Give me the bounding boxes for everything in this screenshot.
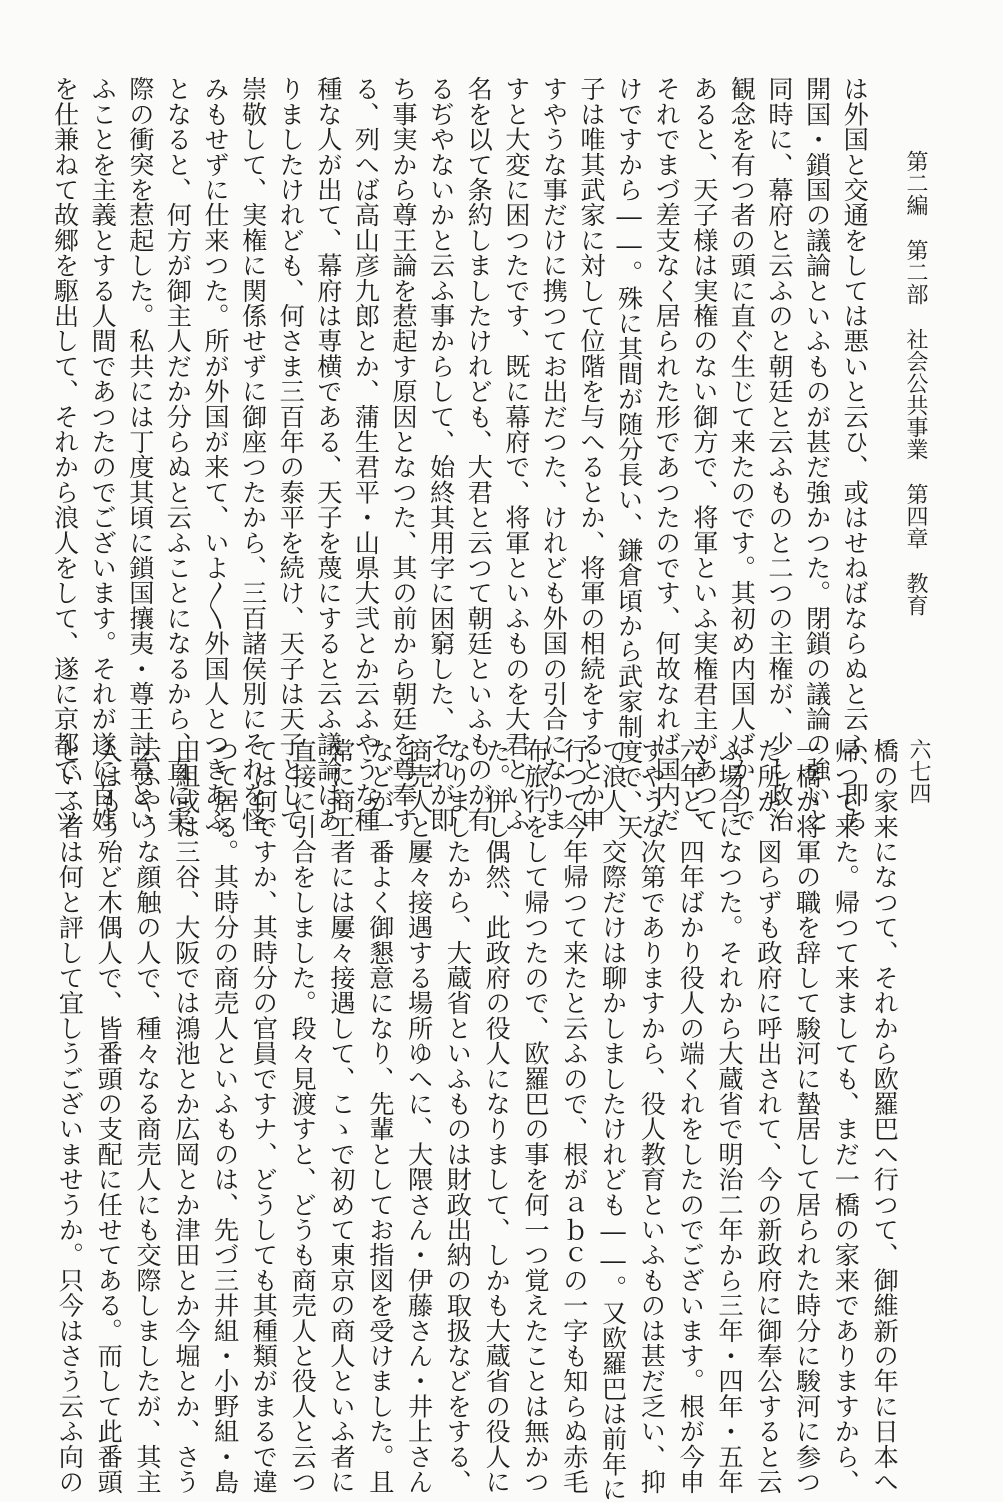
- text-column: 常に商工者には屢々接遇して、こゝで初めて東京の商人といふ者に: [327, 738, 356, 1494]
- text-column: ては何ですか、其時分の官員ですナ、どうしても其種類がまるで違: [249, 738, 279, 1494]
- text-column: あると、天子様は実権のない御方で、将軍といふ実権君主があつて: [689, 76, 719, 832]
- text-column: となると、何方が御主人だか分らぬと云ふことになるから、直に実: [163, 76, 193, 832]
- text-column: けですから――。殊に其間が随分長い、鎌倉頃から武家制度で、天: [614, 76, 644, 840]
- text-column: 直接に引合をしました。段々見渡すと、どうも商売人と役人と云つ: [288, 738, 318, 1494]
- text-column: は外国と交通をしては悪いと云ひ、或はせねばならぬと云ふ、即ち: [840, 76, 870, 832]
- text-column: りましたけれども、何さま三百年の泰平を続け、天子は天子として: [276, 76, 306, 832]
- text-column: 帰つて来た。帰つて来ましても、まだ一橋の家来でありますから、: [831, 738, 861, 1494]
- text-column: などが一番よく御懇意になり、先輩としてお指図を受けました。且: [365, 738, 395, 1494]
- text-column: 開国・鎖国の議論といふものが甚だ強かつた。閉鎖の議論の強いと: [802, 76, 832, 832]
- text-column: 名を以て条約しましたけれども、大君と云つて朝廷といふものが有: [464, 76, 494, 832]
- text-column: 布旅行をして帰つたので、欧羅巴の事を何一つ覚えたことは無かつ: [521, 738, 550, 1494]
- text-column: た。併し偶然、此政府の役人になりまして、しかも大蔵省の役人に: [482, 738, 512, 1494]
- text-column: 一橋が将軍の職を辞して駿河に蟄居して居られた時分に駿河に参つ: [792, 738, 822, 1494]
- text-column: 商売人と屢々接遇する場所ゆへに、大隈さん・伊藤さん・井上さん: [404, 738, 434, 1494]
- page-number: 六七四: [906, 738, 931, 804]
- text-column: 云ふやうな顔触の人で、種々なる商売人にも交際しましたが、其主: [133, 738, 162, 1494]
- header-section: 第二部: [903, 239, 928, 305]
- running-header: [900, 150, 931, 632]
- text-column: すやうな次第でありますから、役人教育といふものは甚だ乏い、抑: [637, 738, 667, 1494]
- header-chapter: 第四章: [903, 483, 928, 549]
- text-column: すやうな事だけに携つてお出だつた、けれども外国の引合になりま: [539, 76, 569, 832]
- text-column: を仕兼ねて故郷を駆出して、それから浪人をして、遂に京都で一ツ: [50, 76, 80, 833]
- text-column: といふ者は何と評して宜しうございませうか。只今はさう云ふ向の: [55, 738, 85, 1494]
- text-column: 際の衝突を惹起した。私共には丁度其頃に鎖国攘夷・尊王討幕とい: [125, 76, 155, 832]
- text-column: ふ場合になつた。それから大蔵省で明治二年から三年・四年・五年: [715, 738, 744, 1494]
- text-column: 行つて今年帰つて来たと云ふので、根がａｂｃの一字も知らぬ赤毛: [559, 738, 589, 1494]
- text-column: それでまづ差支なく居られた形であつたのです、何故なれば国内だ: [652, 76, 682, 832]
- text-column: みもせずに仕来つた。所が外国が来て、いよ〳〵外国人とつきあふ: [201, 76, 230, 832]
- text-column: るぢやないかと云ふ事からして、始終其用字に困窮した、それが即: [426, 76, 456, 832]
- text-column: すと大変に困つたです、既に幕府で、将軍といふものを大君といふ: [501, 76, 531, 832]
- text-column: て浪人、交際だけは聊かしましたけれども――。又欧羅巴は前年に: [598, 738, 628, 1502]
- header-part: 第二編: [903, 150, 928, 216]
- header-topic: 教育: [903, 572, 928, 616]
- text-column: 橋の家来になつて、それから欧羅巴へ行つて、御維新の年に日本へ: [870, 738, 900, 1494]
- text-column: 人はもう殆ど木偶人で、皆番頭の支配に任せてある。而して此番頭: [94, 738, 124, 1494]
- text-column: る、列へば高山彦九郎とか、蒲生君平・山県大弐とか云ふやうな種: [351, 76, 381, 832]
- text-column: 六年と、四年ばかり役人の端くれをしたのでございます。根が今申: [676, 738, 706, 1494]
- text-column: 子は唯其武家に対して位階を与へるとか、将軍の相続をするとか申: [577, 76, 606, 832]
- text-column: 田組或は三谷、大阪では鴻池とか広岡とか津田とか今堀とか、さう: [171, 738, 201, 1494]
- text-column: 崇敬して、実権に関係せずに御座つたから、三百諸侯別にそれを怪: [238, 76, 268, 832]
- text-column: た所が、図らずも政府に呼出されて、今の新政府に御奉公すると云: [753, 738, 783, 1494]
- text-column: なりましたから、大蔵省といふものは財政出納の取扱などをする、: [443, 738, 473, 1494]
- text-column: ち事実から尊王論を惹起す原因となつた、其の前から朝廷を尊奉す: [389, 76, 418, 832]
- text-column: つて居る。其時分の商売人といふものは、先づ三井組・小野組・島: [210, 738, 240, 1494]
- text-column: ふことを主義とする人間であつたのでございます。それが遂に百姓: [88, 76, 118, 832]
- text-column: 種な人が出て、幕府は専横である、天子を蔑にすると云ふ議論はあ: [313, 76, 343, 832]
- header-title: 社会公共事業: [903, 328, 928, 460]
- text-column: 同時に、幕府と云ふのと朝廷と云ふものと二つの主権が、少し政治: [765, 76, 794, 832]
- text-column: 観念を有つ者の頭に直ぐ生じて来たのです。其初め内国人ばかりで: [727, 76, 757, 832]
